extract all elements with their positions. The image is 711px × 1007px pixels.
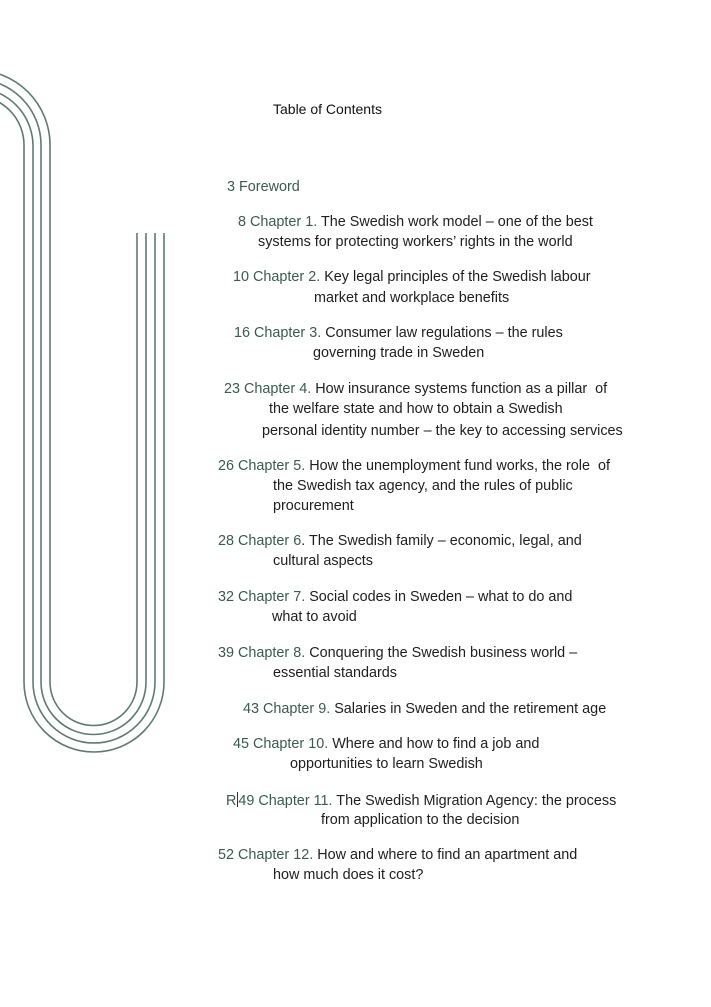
chapter-prefix: 8 Chapter 1.: [238, 214, 318, 230]
chapter-title: How and where to find an apartment and: [317, 847, 578, 863]
chapter-prefix: 16 Chapter 3.: [234, 325, 322, 341]
chapter-prefix: 10 Chapter 2.: [233, 269, 321, 285]
chapter-title: The Swedish Migration Agency: the process: [336, 793, 617, 809]
chapter-prefix: 28 Chapter 6: [218, 533, 302, 549]
stray-character: R: [226, 793, 237, 809]
chapter-title: Consumer law regulations – the rules: [325, 325, 563, 341]
foreword-label: Foreword: [239, 179, 300, 195]
chapter-prefix: 43 Chapter 9.: [243, 701, 331, 717]
chapter-title: How insurance systems function as a pillar of: [315, 381, 608, 397]
chapter-title-cont: opportunities to learn Swedish: [290, 756, 483, 772]
chapter-title-cont: market and workplace benefits: [314, 290, 510, 306]
chapter-title-cont: cultural aspects: [273, 553, 373, 569]
foreword-page: 3: [227, 179, 236, 195]
chapter-title: The Swedish work model – one of the best: [320, 214, 593, 230]
chapter-title: Conquering the Swedish business world –: [309, 645, 578, 661]
deco-line-4: [0, 70, 137, 726]
chapter-title: Social codes in Sweden – what to do and: [309, 589, 573, 605]
chapter-prefix: 26 Chapter 5.: [218, 458, 306, 474]
chapter-title-cont: procurement: [273, 498, 354, 514]
chapter-title: Salaries in Sweden and the retirement age: [334, 701, 607, 717]
chapter-title: The Swedish family – economic, legal, and: [308, 533, 582, 549]
chapter-prefix: 49 Chapter 11.: [238, 793, 333, 809]
chapter-prefix: 39 Chapter 8.: [218, 645, 306, 661]
chapter-prefix: 23 Chapter 4.: [224, 381, 312, 397]
chapter-title-cont: how much does it cost?: [273, 867, 424, 883]
chapter-title-cont: from application to the decision: [321, 812, 520, 828]
chapter-prefix: 32 Chapter 7.: [218, 589, 306, 605]
chapter-title-cont: what to avoid: [272, 609, 357, 625]
chapter-title: How the unemployment fund works, the role of: [309, 458, 610, 474]
chapter-title-cont: personal identity number – the key to accessing services: [262, 423, 623, 439]
chapter-title-cont: essential standards: [273, 665, 397, 681]
deco-line-1: [0, 96, 164, 752]
toc-entry-foreword[interactable]: [227, 179, 300, 196]
chapter-title-cont: the welfare state and how to obtain a Swedish: [269, 401, 563, 417]
page-title: Table of Contents: [273, 101, 382, 117]
chapter-title: Key legal principles of the Swedish labour: [324, 269, 591, 285]
chapter-title: Where and how to find a job and: [332, 736, 540, 752]
chapter-title-cont: the Swedish tax agency, and the rules of public: [273, 478, 573, 494]
deco-line-3: [0, 79, 146, 735]
chapter-dot: .: [301, 533, 306, 549]
chapter-title-cont: governing trade in Sweden: [313, 345, 485, 361]
chapter-prefix: 52 Chapter 12.: [218, 847, 314, 863]
chapter-prefix: 45 Chapter 10.: [233, 736, 329, 752]
chapter-title-cont: systems for protecting workers’ rights in the world: [258, 234, 573, 250]
